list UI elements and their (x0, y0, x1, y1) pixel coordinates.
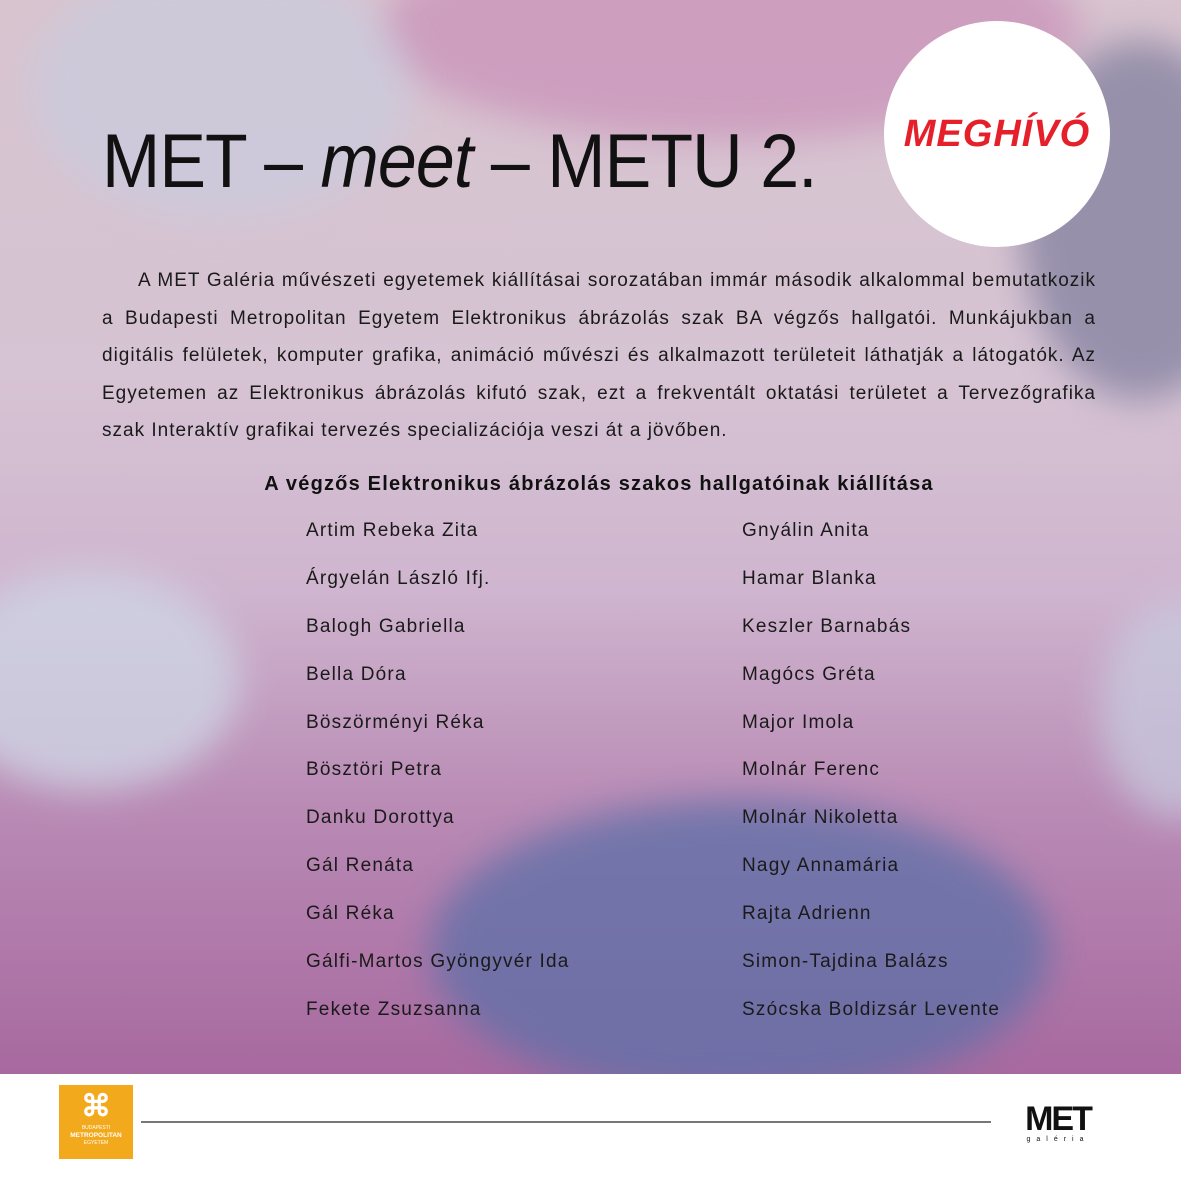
student-name: Simon-Tajdina Balázs (742, 951, 949, 973)
student-name: Böszörményi Réka (306, 711, 485, 733)
student-name: Molnár Nikoletta (742, 807, 899, 829)
bme-logo: ⌘ BUDAPESTI METROPOLITAN EGYETEM (59, 1085, 133, 1159)
footer (0, 1074, 1181, 1181)
student-name: Hamar Blanka (742, 567, 877, 589)
student-name: Gál Réka (306, 903, 395, 925)
student-name: Keszler Barnabás (742, 615, 912, 637)
student-name: Artim Rebeka Zita (306, 520, 479, 541)
student-name: Danku Dorottya (306, 807, 455, 829)
names-left-column (306, 520, 570, 1047)
page-title: MET – meet – METU 2. (102, 119, 817, 204)
names-right-column (742, 520, 1000, 1047)
met-galeria-logo: MET galéria (1025, 1100, 1091, 1143)
exhibition-subheading: A végzős Elektronikus ábrázolás szakos hallgatóinak kiállítása (264, 473, 934, 495)
student-name: Balogh Gabriella (306, 615, 466, 637)
intro-paragraph: A MET Galéria művészeti egyetemek kiállításai sorozatában immár második alkalommal bemutatkozik a Budapesti Metropolitan Egyetem Elektronikus ábrázolás szak BA végzős hallgatói. Munkájukban a digitális felületek, komputer grafika, animáció művészi és alkalmazott területeit láthatják a látogatók. Az Egyetemen az Elektronikus ábrázolás kifutó szak, ezt a frekventált oktatási területet a Tervezőgrafika szak Interaktív grafikai tervezés specializációja veszi át a jövőben. (102, 270, 1096, 441)
student-name: Szócska Boldizsár Levente (742, 998, 1001, 1020)
footer-divider (141, 1121, 991, 1123)
student-name: Major Imola (742, 711, 855, 733)
student-name: Árgyelán László Ifj. (306, 567, 491, 589)
student-name: Bösztöri Petra (306, 759, 443, 781)
student-name: Rajta Adrienn (742, 903, 872, 925)
student-name: Gnyálin Anita (742, 520, 870, 541)
student-name: Fekete Zsuzsanna (306, 998, 482, 1020)
invitation-badge: MEGHÍVÓ (884, 21, 1110, 247)
student-name: Nagy Annamária (742, 855, 900, 877)
student-name: Gálfi-Martos Gyöngyvér Ida (306, 951, 570, 973)
student-name: Gál Renáta (306, 855, 415, 877)
student-name: Magócs Gréta (742, 663, 876, 685)
student-name: Bella Dóra (306, 663, 407, 685)
student-name: Molnár Ferenc (742, 759, 881, 781)
